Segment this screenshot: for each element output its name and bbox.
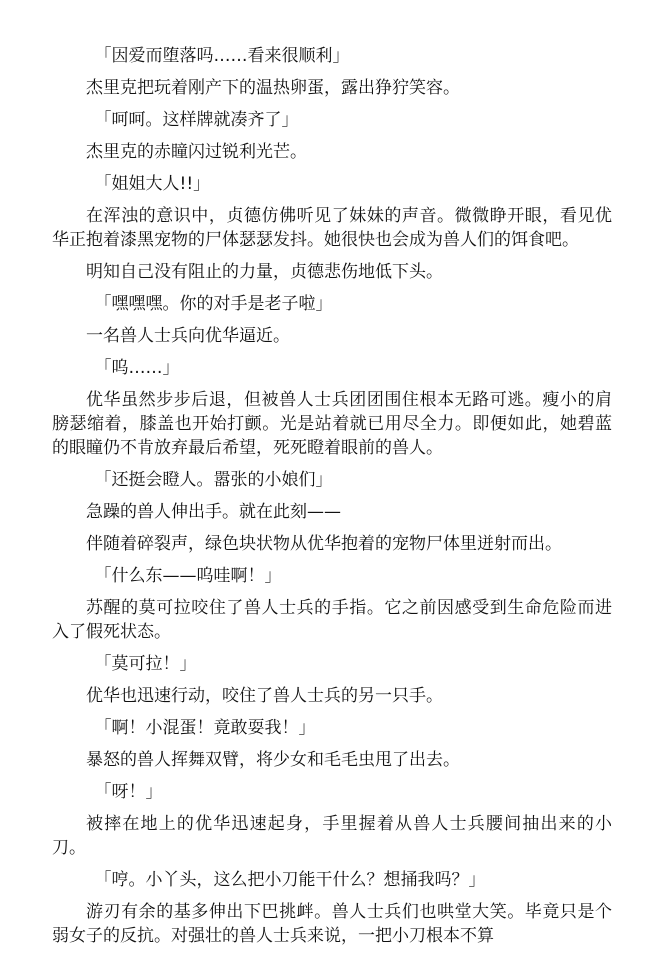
- dialogue-line: 「呵呵。这样牌就凑齐了」: [94, 110, 299, 130]
- narration-paragraph: 暴怒的兽人挥舞双臂，将少女和毛毛虫甩了出去。: [86, 750, 460, 770]
- narration-paragraph: 苏醒的莫可拉咬住了兽人士兵的手指。它之前因感受到生命危险而进入了假死状态。: [52, 598, 612, 642]
- narration-paragraph: 在浑浊的意识中，贞德仿佛听见了妹妹的声音。微微睁开眼，看见优华正抱着漆黑宠物的尸体瑟瑟发抖。她很快也会成为兽人们的饵食吧。: [52, 206, 612, 250]
- dialogue-line: 「哼。小丫头，这么把小刀能干什么？想捅我吗？」: [94, 870, 486, 890]
- narration-paragraph: 一名兽人士兵向优华逼近。: [86, 326, 290, 346]
- narration-paragraph: 杰里克的赤瞳闪过锐利光芒。: [86, 142, 307, 162]
- dialogue-line: 「姐姐大人!!」: [94, 174, 211, 194]
- dialogue-line: 「莫可拉！」: [94, 654, 197, 674]
- narration-paragraph: 明知自己没有阻止的力量，贞德悲伤地低下头。: [86, 262, 443, 282]
- narration-paragraph: 游刃有余的基多伸出下巴挑衅。兽人士兵们也哄堂大笑。毕竟只是个弱女子的反抗。对强壮的兽人士兵来说，一把小刀根本不算: [52, 902, 612, 946]
- narration-paragraph: 被摔在地上的优华迅速起身，手里握着从兽人士兵腰间抽出来的小刀。: [52, 814, 612, 858]
- dialogue-line: 「什么东——呜哇啊！」: [94, 566, 282, 586]
- narration-paragraph: 优华虽然步步后退，但被兽人士兵团团围住根本无路可逃。瘦小的肩膀瑟缩着，膝盖也开始打颤。光是站着就已用尽全力。即便如此，她碧蓝的眼瞳仍不肯放弃最后希望，死死瞪着眼前的兽人。: [52, 390, 612, 458]
- dialogue-line: 「还挺会瞪人。嚣张的小娘们」: [94, 470, 333, 490]
- dialogue-line: 「啊！小混蛋！竟敢耍我！」: [94, 718, 316, 738]
- dialogue-line: 「呜……」: [94, 358, 180, 378]
- dialogue-line: 「嘿嘿嘿。你的对手是老子啦」: [94, 294, 333, 314]
- narration-paragraph: 杰里克把玩着刚产下的温热卵蛋，露出狰狞笑容。: [86, 78, 460, 98]
- document-page: [52, 44, 612, 956]
- dialogue-line: 「因爱而堕落吗……看来很顺利」: [94, 46, 350, 66]
- narration-paragraph: 伴随着碎裂声，绿色块状物从优华抱着的宠物尸体里迸射而出。: [86, 534, 562, 554]
- dialogue-line: 「呀！」: [94, 782, 163, 802]
- narration-paragraph: 优华也迅速行动，咬住了兽人士兵的另一只手。: [86, 686, 443, 706]
- narration-paragraph: 急躁的兽人伸出手。就在此刻——: [86, 502, 341, 522]
